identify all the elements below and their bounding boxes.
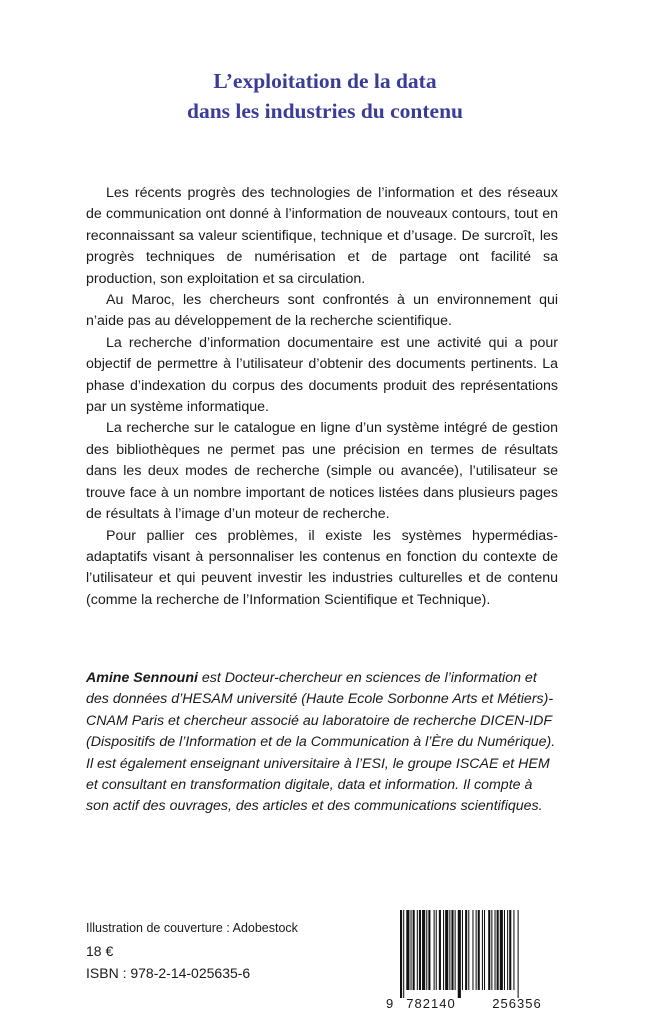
barcode-bar — [406, 910, 409, 990]
cover-credit: Illustration de couverture : Adobestock — [86, 921, 298, 935]
barcode-bar — [482, 910, 483, 990]
summary-paragraph: Au Maroc, les chercheurs sont confrontés à un environnement qui n’aide pas au développement de la recherche scientifique. — [86, 292, 558, 330]
barcode-bar — [509, 910, 511, 990]
isbn: ISBN : 978-2-14-025635-6 — [86, 965, 251, 981]
barcode-bar — [451, 910, 453, 990]
barcode-digit-first: 9 — [386, 996, 394, 1011]
barcode-bar — [468, 910, 469, 990]
barcode-bar — [478, 910, 480, 990]
barcode-bar — [488, 910, 490, 990]
book-title — [0, 66, 650, 126]
price: 18 € — [86, 943, 114, 959]
barcode-bar — [507, 910, 508, 990]
barcode-bar — [518, 910, 519, 998]
summary-paragraph: Les récents progrès des technologies de l’information et des réseaux de communication ont donné à l’information de nouveaux contours, tout en reconnaissant sa valeur scientifique, technique et d’usage. De surcroît, les progrès techniques de numérisation et de partage ont facilité sa production, son exploitation et sa circulation. — [86, 185, 558, 287]
barcode-bar — [422, 910, 425, 990]
barcode-bars — [400, 910, 519, 998]
barcode-bar — [500, 910, 503, 990]
barcode-bar — [417, 910, 418, 990]
barcode-bar — [462, 910, 463, 990]
title-line-2: dans les industries du contenu — [187, 99, 463, 123]
barcode-graphic — [383, 902, 566, 1012]
barcode-bar — [497, 910, 499, 990]
barcode-bar — [403, 910, 404, 998]
barcode-bar — [504, 910, 505, 990]
barcode-bar — [465, 910, 467, 990]
author-bio-text: est Docteur-chercheur en sciences de l’information et des données d’HESAM université (Haute Ecole Sorbonne Arts et Métiers)-CNAM Paris et chercheur associé au laboratoire de recherche DICEN-IDF (Dispositifs de l’Information et de la Communication à l’Ère du Numérique). Il est également enseignant universitaire à l’ESI, le groupe ISCAE et HEM et consultant en transformation digitale, data et information. Il compte à son actif des ouvrages, des articles et des communications scientifiques. — [86, 670, 556, 815]
barcode-bar — [458, 910, 461, 998]
barcode-bar — [413, 910, 415, 990]
author-bio — [86, 668, 558, 818]
barcode-bar — [476, 910, 477, 990]
summary-paragraph: Pour pallier ces problèmes, il existe les systèmes hypermédias-adaptatifs visant à personnaliser les contenus en fonction du contexte de l’utilisateur et qui peuvent investir les industries culturelles et de contenu (comme la recherche de l’Information Scientifique et Technique). — [86, 527, 558, 608]
barcode-bar — [495, 910, 496, 990]
author-name: Amine Sennouni — [86, 670, 198, 686]
barcode-bar — [443, 910, 444, 990]
title-line-1: L’exploitation de la data — [213, 69, 437, 93]
barcode-bar — [439, 910, 441, 990]
barcode-bar — [411, 910, 412, 990]
barcode-bar — [436, 910, 437, 990]
barcode-bar — [455, 910, 456, 990]
barcode-bar — [426, 910, 427, 990]
barcode-bar — [419, 910, 421, 990]
barcode-digits-right: 256356 — [492, 996, 542, 1011]
barcode-bar — [491, 910, 492, 990]
barcode-bar — [513, 910, 514, 990]
isbn-barcode — [383, 902, 566, 1012]
barcode-bar — [428, 910, 430, 990]
barcode-digits-left: 782140 — [406, 996, 456, 1011]
barcode-bar — [434, 910, 435, 990]
barcode-bar — [449, 910, 450, 990]
summary-paragraph: La recherche d’information documentaire est une activité qui a pour objectif de permettre à l’utilisateur d’obtenir des documents pertinents. La phase d’indexation du corpus des documents produit des représentations par un système informatique. — [86, 334, 558, 416]
summary-paragraph: La recherche sur le catalogue en ligne d’un système intégré de gestion des bibliothèques ne permet pas une précision en termes de résultats dans les deux modes de recherche (simple ou avancée), l’utilisateur se trouve face à un nombre important de notices listées dans plusieurs pages de résultats à l’image d’un moteur de recherche. — [86, 420, 558, 523]
back-cover-summary — [86, 183, 558, 611]
barcode-bar — [472, 910, 473, 990]
barcode-bar — [484, 910, 485, 990]
barcode-bar — [445, 910, 448, 990]
barcode-bar — [400, 910, 402, 998]
